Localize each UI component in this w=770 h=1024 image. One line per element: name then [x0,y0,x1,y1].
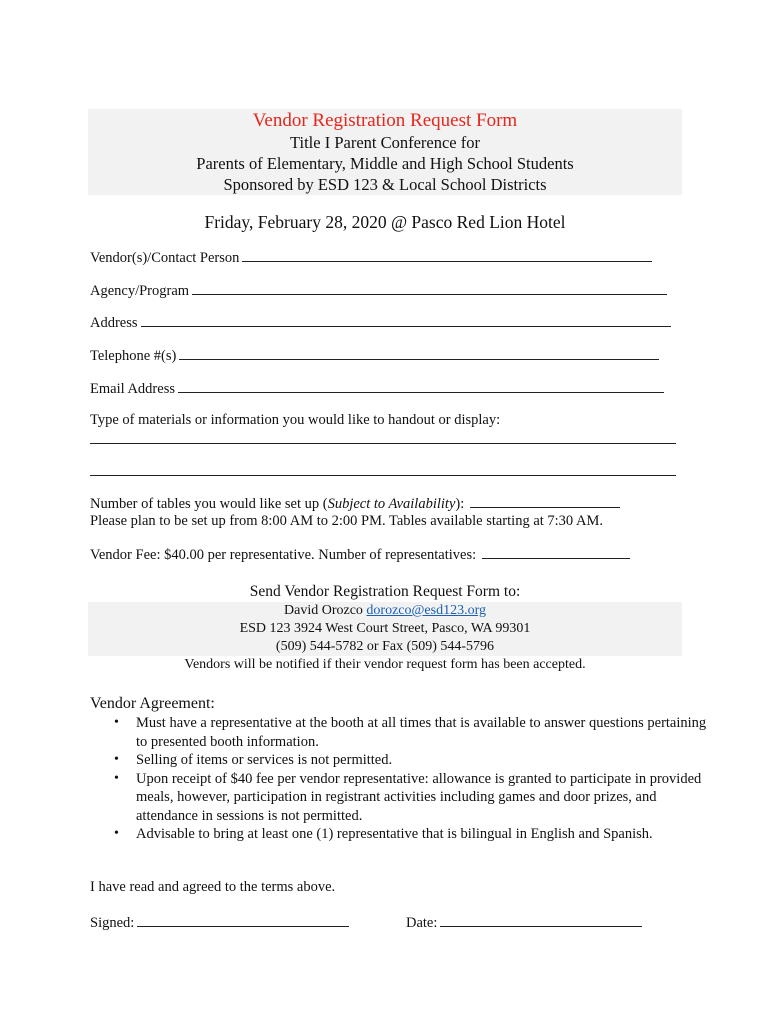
tables-label-italic: Subject to Availability [327,496,456,512]
agency-program-label: Agency/Program [90,283,190,299]
email-field[interactable] [90,379,682,398]
contact-email-link[interactable]: dorozco@esd123.org [366,603,486,618]
setup-note: Please plan to be set up from 8:00 AM to 2:00 PM. Tables available starting at 7:30 AM. [90,513,604,529]
event-date-location: Friday, February 28, 2020 @ Pasco Red Lion Hotel [204,212,566,232]
agreement-list [90,714,716,844]
agency-program-field[interactable] [90,281,682,300]
address-blank[interactable] [141,313,671,327]
tables-blank[interactable] [470,494,620,508]
conference-sponsor: Sponsored by ESD 123 & Local School Districts [223,175,547,194]
send-heading: Send Vendor Registration Request Form to: [249,583,521,600]
signed-label: Signed: [90,915,135,931]
contact-name: David Orozco [284,603,363,618]
fee-field[interactable] [90,545,630,564]
materials-line-1[interactable] [90,443,676,444]
tables-label-start: Number of tables you would like set up ( [90,496,328,512]
agreement-item: • Upon receipt of $40 fee per vendor representative: allowance is granted to participate in provided meals, however, participation in registrant activities including games and door prizes, and attendance in sessions is not permitted. [136,770,716,826]
date-field[interactable] [406,913,642,932]
materials-label: Type of materials or information you would like to handout or display: [90,412,501,428]
email-blank[interactable] [178,379,664,393]
send-address: ESD 123 3924 West Court Street, Pasco, WA 99301 [239,621,531,636]
vendor-contact-field[interactable] [90,248,682,267]
acceptance-notice: Vendors will be notified if their vendor request form has been accepted. [184,657,586,672]
fee-label: Vendor Fee: $40.00 per representative. Number of representatives: [90,547,477,563]
signature-blank[interactable] [137,913,349,927]
vendor-contact-blank[interactable] [242,248,652,262]
agreement-item: • Must have a representative at the booth at all times that is available to answer questions pertaining to presented booth information. [136,714,716,751]
date-label: Date: [406,915,438,931]
tables-field[interactable] [90,494,620,513]
telephone-field[interactable] [90,346,682,365]
materials-line-2[interactable] [90,475,676,476]
telephone-label: Telephone #(s) [90,348,177,364]
conference-title: Title I Parent Conference for [290,133,480,152]
agreement-item: • Selling of items or services is not permitted. [136,751,716,770]
agency-program-blank[interactable] [192,281,667,295]
telephone-blank[interactable] [179,346,659,360]
send-phone-fax: (509) 544-5782 or Fax (509) 544-5796 [275,639,495,654]
conference-audience: Parents of Elementary, Middle and High School Students [196,154,574,173]
form-title: Vendor Registration Request Form [252,110,518,131]
address-label: Address [90,315,138,331]
address-field[interactable] [90,313,682,332]
tables-label-end: ): [455,496,465,512]
agreement-item: • Advisable to bring at least one (1) representative that is bilingual in English and Spanish. [136,825,716,844]
date-blank[interactable] [440,913,642,927]
agreement-title: Vendor Agreement: [90,695,215,712]
signature-field[interactable] [90,913,349,932]
representatives-blank[interactable] [482,545,630,559]
acknowledgement: I have read and agreed to the terms above. [90,879,336,895]
email-label: Email Address [90,381,175,397]
vendor-contact-label: Vendor(s)/Contact Person [90,250,240,266]
send-contact-line [88,602,682,620]
